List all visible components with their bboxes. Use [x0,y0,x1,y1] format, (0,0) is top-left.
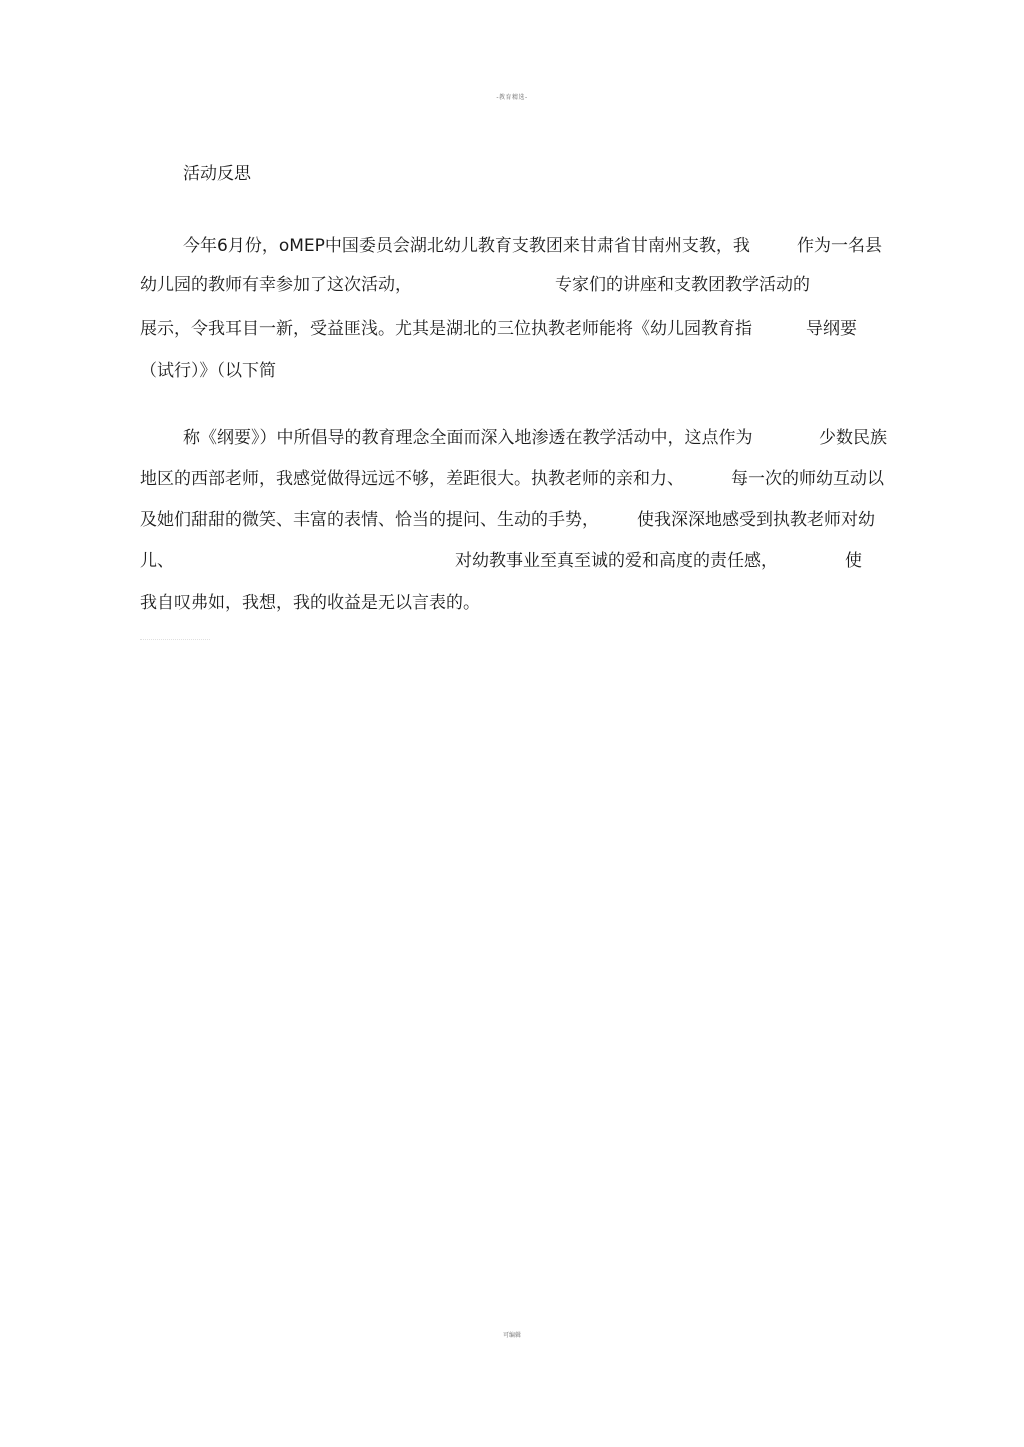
document-title: 活动反思 [183,164,251,184]
p1-line4: （试行）》（以下简 [140,361,276,381]
p2-line1-part-b: 少数民族 [819,428,887,448]
p2-line4-part-a: 儿、 [140,551,174,571]
p2-line1-part-a: 称《纲要》）中所倡导的教育理念全面而深入地渗透在教学活动中，这点作为 [183,428,753,448]
p1-line3-part-b: 导纲要 [806,319,857,339]
faint-divider [140,639,210,642]
p1-line2-part-a: 幼儿园的教师有幸参加了这次活动， [140,275,412,295]
header-watermark: -教育精选- [496,94,528,101]
p1-line2-part-b: 专家们的讲座和支教团教学活动的 [555,275,810,295]
p2-line2-part-b: 每一次的师幼互动以 [731,469,884,489]
footer-watermark: 可编辑 [502,1332,521,1339]
p1-line1-part-a: 今年6月份，oMEP中国委员会湖北幼儿教育支教团来甘肃省甘南州支教，我 [183,236,750,256]
p2-line3-part-a: 及她们甜甜的微笑、丰富的表情、恰当的提问、生动的手势， [140,510,599,530]
p2-line2-part-a: 地区的西部老师，我感觉做得远远不够，差距很大。执教老师的亲和力、 [140,469,684,489]
p2-line4-part-b: 对幼教事业至真至诚的爱和高度的责任感， [455,551,778,571]
p1-line1-part-b: 作为一名县 [797,236,882,256]
p2-line5: 我自叹弗如，我想，我的收益是无以言表的。 [140,593,480,613]
p2-line4-part-c: 使 [845,551,862,571]
p2-line3-part-b: 使我深深地感受到执教老师对幼 [637,510,875,530]
p1-line3-part-a: 展示，令我耳目一新，受益匪浅。尤其是湖北的三位执教老师能将《幼儿园教育指 [140,319,752,339]
